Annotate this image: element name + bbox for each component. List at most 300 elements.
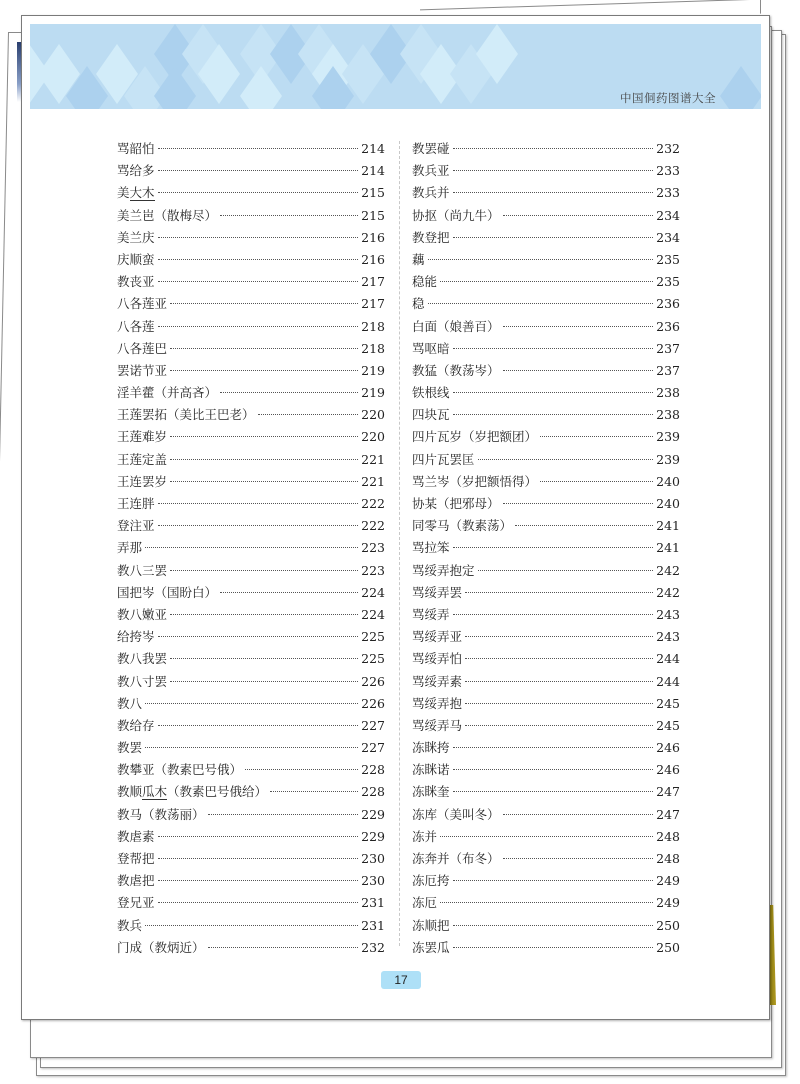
page-number-badge: 17: [381, 971, 421, 989]
toc-entry-page: 235: [656, 251, 680, 267]
leader-dots: [158, 902, 359, 903]
toc-entry[interactable]: [412, 605, 680, 627]
leader-dots: [540, 481, 653, 482]
leader-dots: [158, 237, 359, 238]
toc-entry-page: 220: [361, 407, 385, 423]
underlined-text: 瓜木: [142, 784, 168, 800]
toc-entry-title: 王莲难岁: [117, 429, 168, 445]
toc-entry[interactable]: [412, 561, 680, 583]
toc-entry-title: 淫羊藿（并高吝）: [117, 385, 218, 401]
toc-entry[interactable]: [412, 583, 680, 605]
toc-entry-title: 教八嫩亚: [117, 606, 168, 622]
toc-entry-title: 冻眯挎: [412, 740, 450, 756]
toc-entry-page: 248: [656, 851, 680, 866]
leader-dots: [145, 925, 358, 926]
toc-entry-page: 217: [361, 274, 385, 290]
toc-entry-title: 教八三罢: [117, 562, 168, 578]
leader-dots: [208, 814, 359, 815]
toc-entry-page: 236: [656, 296, 680, 312]
toc-entry[interactable]: [412, 383, 680, 405]
toc-entry-page: 249: [656, 873, 680, 889]
toc-entry-title: 王莲罢拓（美比王巴老）: [117, 407, 255, 423]
toc-entry-title: 教八寸罢: [117, 673, 168, 689]
leader-dots: [453, 414, 654, 415]
toc-entry-page: 230: [361, 851, 385, 866]
toc-entry[interactable]: [412, 161, 680, 183]
leader-dots: [258, 414, 359, 415]
toc-entry-page: 219: [361, 362, 385, 378]
toc-entry-page: 215: [361, 207, 385, 223]
toc-entry[interactable]: [117, 361, 385, 383]
toc-entry[interactable]: [412, 716, 680, 738]
toc-entry-title: 协抠（尚九牛）: [412, 207, 500, 223]
toc-entry-page: 218: [361, 318, 385, 334]
toc-entry-title: 藕: [412, 251, 425, 267]
leader-dots: [208, 947, 359, 948]
leader-dots: [170, 459, 358, 460]
toc-entry[interactable]: [117, 139, 385, 161]
toc-entry-page: 216: [361, 251, 385, 267]
toc-entry-title: 国把岑（国盼白）: [117, 584, 218, 600]
toc-entry-page: 228: [361, 784, 385, 800]
leader-dots: [515, 525, 653, 526]
toc-entry-title: 八各莲巴: [117, 340, 168, 356]
toc-entry[interactable]: [412, 782, 680, 804]
toc-entry-title: 教虐把: [117, 873, 155, 889]
toc-entry-page: 248: [656, 828, 680, 844]
toc-entry-page: 245: [656, 717, 680, 733]
leader-dots: [170, 348, 358, 349]
toc-entry[interactable]: [412, 738, 680, 760]
toc-entry[interactable]: [412, 405, 680, 427]
toc-entry[interactable]: [412, 139, 680, 161]
toc-entry-page: 223: [361, 562, 385, 578]
leader-dots: [453, 880, 654, 881]
toc-entry-page: 238: [656, 407, 680, 423]
toc-entry[interactable]: [117, 849, 385, 871]
toc-entry[interactable]: [412, 494, 680, 516]
toc-entry[interactable]: [117, 672, 385, 694]
toc-entry[interactable]: [412, 849, 680, 871]
toc-entry-page: 223: [361, 540, 385, 556]
leader-dots: [465, 658, 653, 659]
leader-dots: [478, 459, 654, 460]
toc-entry[interactable]: [412, 427, 680, 449]
toc-entry-title: 弄那: [117, 540, 143, 556]
toc-entry[interactable]: [412, 294, 680, 316]
book-page: [21, 15, 770, 1020]
toc-entry-title: 四片瓦罢匡: [412, 451, 475, 467]
toc-entry[interactable]: [117, 183, 385, 205]
leader-dots: [503, 370, 654, 371]
toc-entry-page: 243: [656, 629, 680, 645]
toc-entry-page: 215: [361, 185, 385, 201]
toc-entry-page: 219: [361, 385, 385, 401]
leader-dots: [465, 592, 653, 593]
leader-dots: [170, 614, 358, 615]
toc-entry-title: 骂绥弄抱: [412, 695, 463, 711]
toc-entry[interactable]: [117, 916, 385, 938]
toc-entry[interactable]: [117, 627, 385, 649]
toc-entry-page: 240: [656, 473, 680, 489]
toc-entry[interactable]: [412, 228, 680, 250]
toc-entry-page: 239: [656, 451, 680, 467]
toc-entry[interactable]: [412, 805, 680, 827]
leader-dots: [145, 747, 358, 748]
toc-entry[interactable]: [117, 472, 385, 494]
toc-entry-title: 骂绥弄马: [412, 717, 463, 733]
toc-entry[interactable]: [117, 250, 385, 272]
toc-entry-title: 骂绥弄素: [412, 673, 463, 689]
toc-column-right: [412, 139, 680, 960]
underlined-text: 大木: [129, 185, 155, 201]
toc-entry-title: 给挎岑: [117, 629, 155, 645]
toc-entry-page: 240: [656, 496, 680, 511]
toc-entry-title: 美兰庆: [117, 229, 155, 245]
toc-entry-title: 冻库（美叫冬）: [412, 806, 500, 822]
toc-entry-title: 教虐素: [117, 828, 155, 844]
toc-entry[interactable]: [117, 339, 385, 361]
toc-entry[interactable]: [412, 339, 680, 361]
toc-entry-title: 教罢碰: [412, 141, 450, 156]
toc-entry-page: 220: [361, 429, 385, 445]
leader-dots: [158, 259, 359, 260]
toc-entry-page: 227: [361, 717, 385, 733]
toc-entry[interactable]: [412, 938, 680, 960]
toc-entry-page: 247: [656, 784, 680, 800]
toc-entry-title: 登兄亚: [117, 895, 155, 911]
toc-entry-page: 237: [656, 340, 680, 356]
toc-entry-title: 教罢: [117, 740, 143, 756]
toc-entry-page: 244: [656, 673, 680, 689]
toc-entry[interactable]: [117, 272, 385, 294]
leader-dots: [465, 703, 653, 704]
toc-entry-page: 242: [656, 562, 680, 578]
toc-entry[interactable]: [117, 716, 385, 738]
toc-entry[interactable]: [412, 516, 680, 538]
toc-entry-title: 骂韶怕: [117, 141, 155, 156]
leader-dots: [158, 148, 359, 149]
toc-entry[interactable]: [412, 183, 680, 205]
toc-entry-page: 216: [361, 229, 385, 245]
leader-dots: [270, 791, 358, 792]
leader-dots: [453, 392, 654, 393]
leader-dots: [440, 281, 653, 282]
toc-entry-title: 教兵并: [412, 185, 450, 201]
toc-entry-page: 238: [656, 385, 680, 401]
toc-column-left: [117, 139, 385, 960]
toc-entry-page: 232: [656, 141, 680, 156]
toc-entry-page: 237: [656, 362, 680, 378]
toc-entry[interactable]: [117, 893, 385, 915]
toc-entry[interactable]: [412, 649, 680, 671]
leader-dots: [158, 836, 359, 837]
toc-entry[interactable]: [117, 760, 385, 782]
toc-entry-page: 226: [361, 673, 385, 689]
leader-dots: [453, 547, 654, 548]
toc-entry-title: 美大木: [117, 185, 155, 201]
toc-entry-title: 冻并: [412, 828, 438, 844]
toc-entry-page: 231: [361, 895, 385, 911]
toc-entry-page: 222: [361, 518, 385, 534]
leader-dots: [453, 791, 654, 792]
leader-dots: [158, 636, 359, 637]
leader-dots: [170, 570, 358, 571]
toc-entry-page: 250: [656, 917, 680, 933]
leader-dots: [145, 703, 358, 704]
leader-dots: [158, 192, 359, 193]
toc-entry-page: 231: [361, 917, 385, 933]
toc-entry-title: 冻厄挎: [412, 873, 450, 889]
toc-entry-title: 教猛（教荡岑）: [412, 362, 500, 378]
toc-entry-title: 冻眯诺: [412, 762, 450, 778]
leader-dots: [220, 215, 358, 216]
toc-entry[interactable]: [412, 916, 680, 938]
toc-entry[interactable]: [412, 272, 680, 294]
toc-entry-title: 四块瓦: [412, 407, 450, 423]
toc-entry-title: 同零马（教素荡）: [412, 518, 513, 534]
leader-dots: [453, 148, 654, 149]
toc-entry-title: 登帮把: [117, 851, 155, 866]
toc-entry-page: 227: [361, 740, 385, 756]
leader-dots: [440, 902, 653, 903]
leader-dots: [453, 769, 654, 770]
leader-dots: [220, 392, 358, 393]
toc-entry-page: 218: [361, 340, 385, 356]
toc-entry-title: 美兰岜（散梅尽）: [117, 207, 218, 223]
toc-entry[interactable]: [412, 538, 680, 560]
toc-entry-page: 224: [361, 584, 385, 600]
toc-entry-page: 229: [361, 806, 385, 822]
toc-entry[interactable]: [117, 405, 385, 427]
toc-entry[interactable]: [412, 694, 680, 716]
toc-entry[interactable]: [117, 782, 385, 804]
leader-dots: [170, 658, 358, 659]
toc-entry-title: 铁根线: [412, 385, 450, 401]
leader-dots: [158, 281, 359, 282]
leader-dots: [170, 481, 358, 482]
leader-dots: [503, 215, 654, 216]
toc-entry[interactable]: [117, 317, 385, 339]
toc-entry-title: 骂呕暗: [412, 340, 450, 356]
leader-dots: [145, 547, 358, 548]
toc-entry-title: 庆顺蛮: [117, 251, 155, 267]
leader-dots: [170, 370, 358, 371]
toc-entry[interactable]: [412, 760, 680, 782]
toc-entry-page: 233: [656, 163, 680, 179]
leader-dots: [453, 170, 654, 171]
toc-entry-title: 冻奔并（布冬）: [412, 851, 500, 866]
diamond-decoration: [154, 66, 196, 109]
leader-dots: [503, 858, 654, 859]
toc-entry-page: 225: [361, 651, 385, 667]
toc-entry-title: 稳能: [412, 274, 438, 290]
leader-dots: [503, 503, 654, 504]
leader-dots: [503, 326, 654, 327]
toc-entry-page: 247: [656, 806, 680, 822]
book-title: 中国侗药图谱大全: [620, 91, 716, 105]
header-banner: [30, 24, 761, 109]
toc-entry[interactable]: [117, 161, 385, 183]
toc-entry[interactable]: [117, 583, 385, 605]
toc-entry-title: 骂绥弄怕: [412, 651, 463, 667]
toc-entry-title: 教八: [117, 695, 143, 711]
toc-entry-title: 四片瓦岁（岁把额团）: [412, 429, 538, 445]
toc-entry-title: 罢诺节亚: [117, 362, 168, 378]
toc-entry[interactable]: [117, 538, 385, 560]
toc-entry-title: 教登把: [412, 229, 450, 245]
toc-entry-title: 骂拉笨: [412, 540, 450, 556]
toc-entry-title: 骂兰岑（岁把额悟得）: [412, 473, 538, 489]
toc-entry[interactable]: [117, 494, 385, 516]
leader-dots: [453, 348, 654, 349]
toc-entry-page: 221: [361, 473, 385, 489]
toc-entry-title: 白面（娘善百）: [412, 318, 500, 334]
toc-entry-page: 234: [656, 207, 680, 223]
leader-dots: [478, 570, 654, 571]
toc-entry-title: 王莲定盖: [117, 451, 168, 467]
toc-entry-title: 教攀亚（教素巴号俄）: [117, 762, 243, 778]
toc-entry-page: 236: [656, 318, 680, 334]
toc-entry[interactable]: [412, 206, 680, 228]
toc-entry-page: 214: [361, 163, 385, 179]
toc-entry-title: 冻厄: [412, 895, 438, 911]
leader-dots: [440, 836, 653, 837]
toc-entry-title: 教兵: [117, 917, 143, 933]
toc-entry-title: 骂绥弄亚: [412, 629, 463, 645]
toc-entry[interactable]: [412, 827, 680, 849]
leader-dots: [158, 503, 359, 504]
toc-entry-title: 教丧亚: [117, 274, 155, 290]
toc-entry[interactable]: [117, 294, 385, 316]
leader-dots: [158, 326, 359, 327]
toc-entry-page: 228: [361, 762, 385, 778]
toc-entry-page: 241: [656, 518, 680, 534]
toc-entry[interactable]: [117, 605, 385, 627]
toc-entry[interactable]: [412, 893, 680, 915]
toc-entry-page: 244: [656, 651, 680, 667]
toc-entry[interactable]: [117, 871, 385, 893]
toc-entry[interactable]: [117, 561, 385, 583]
toc-entry[interactable]: [117, 805, 385, 827]
toc-entry[interactable]: [117, 516, 385, 538]
toc-entry-title: 教八我罢: [117, 651, 168, 667]
toc-entry[interactable]: [117, 649, 385, 671]
leader-dots: [453, 614, 654, 615]
toc-entry-title: 登注亚: [117, 518, 155, 534]
toc-entry-title: 王连罢岁: [117, 473, 168, 489]
toc-entry[interactable]: [117, 738, 385, 760]
toc-entry[interactable]: [117, 206, 385, 228]
toc-entry[interactable]: [117, 228, 385, 250]
leader-dots: [540, 436, 653, 437]
leader-dots: [465, 636, 653, 637]
toc-entry-title: 骂绥弄: [412, 606, 450, 622]
toc-entry-title: 骂绥弄罢: [412, 584, 463, 600]
toc-entry[interactable]: [412, 472, 680, 494]
toc-entry[interactable]: [412, 317, 680, 339]
toc-entry-title: 冻眯奎: [412, 784, 450, 800]
toc-entry-title: 门成（教炳近）: [117, 939, 205, 955]
toc-entry-page: 226: [361, 695, 385, 711]
toc-entry-page: 225: [361, 629, 385, 645]
leader-dots: [158, 525, 359, 526]
toc-entry-page: 234: [656, 229, 680, 245]
toc-entry-page: 241: [656, 540, 680, 556]
toc-entry[interactable]: [412, 672, 680, 694]
toc-entry-title: 教顺瓜木（教素巴号俄给）: [117, 784, 268, 800]
leader-dots: [465, 681, 653, 682]
leader-dots: [170, 681, 358, 682]
toc-entry-page: 232: [361, 939, 385, 955]
toc-entry[interactable]: [117, 427, 385, 449]
toc-entry-title: 稳: [412, 296, 425, 312]
toc-entry-page: 217: [361, 296, 385, 312]
column-divider: [399, 141, 400, 946]
toc-entry-title: 冻顺把: [412, 917, 450, 933]
toc-entry-page: 239: [656, 429, 680, 445]
toc-entry-title: 王连胖: [117, 496, 155, 511]
leader-dots: [158, 858, 359, 859]
leader-dots: [170, 303, 358, 304]
toc-entry-title: 教兵亚: [412, 163, 450, 179]
leader-dots: [428, 259, 654, 260]
leader-dots: [453, 925, 654, 926]
leader-dots: [465, 725, 653, 726]
toc-entry[interactable]: [412, 250, 680, 272]
leader-dots: [158, 880, 359, 881]
leader-dots: [453, 947, 654, 948]
toc-entry[interactable]: [117, 383, 385, 405]
diamond-decoration: [720, 66, 761, 109]
leader-dots: [453, 192, 654, 193]
diamond-decoration: [240, 66, 282, 109]
leader-dots: [158, 170, 359, 171]
toc-entry-title: 骂给多: [117, 163, 155, 179]
toc-entry-page: 243: [656, 606, 680, 622]
toc-entry-title: 教给存: [117, 717, 155, 733]
toc-entry-page: 230: [361, 873, 385, 889]
toc-entry[interactable]: [117, 450, 385, 472]
toc-entry-page: 245: [656, 695, 680, 711]
leader-dots: [453, 237, 654, 238]
toc-entry-page: 214: [361, 141, 385, 156]
toc-entry[interactable]: [117, 938, 385, 960]
toc-entry-page: 224: [361, 606, 385, 622]
toc-entry-page: 233: [656, 185, 680, 201]
toc-entry-page: 242: [656, 584, 680, 600]
toc-entry-title: 协某（把邪母）: [412, 496, 500, 511]
toc-entry[interactable]: [117, 694, 385, 716]
toc-entry[interactable]: [412, 627, 680, 649]
leader-dots: [503, 814, 654, 815]
leader-dots: [220, 592, 358, 593]
toc-entry-title: 教马（教荡丽）: [117, 806, 205, 822]
leader-dots: [453, 747, 654, 748]
toc-entry[interactable]: [117, 827, 385, 849]
toc-entry[interactable]: [412, 450, 680, 472]
toc-entry-page: 250: [656, 939, 680, 955]
toc-entry-page: 246: [656, 740, 680, 756]
toc-entry-title: 八各莲亚: [117, 296, 168, 312]
toc-entry-title: 骂绥弄抱定: [412, 562, 475, 578]
leader-dots: [170, 436, 358, 437]
toc-entry[interactable]: [412, 361, 680, 383]
toc-entry-page: 235: [656, 274, 680, 290]
leader-dots: [245, 769, 358, 770]
toc-entry[interactable]: [412, 871, 680, 893]
toc-entry-page: 221: [361, 451, 385, 467]
